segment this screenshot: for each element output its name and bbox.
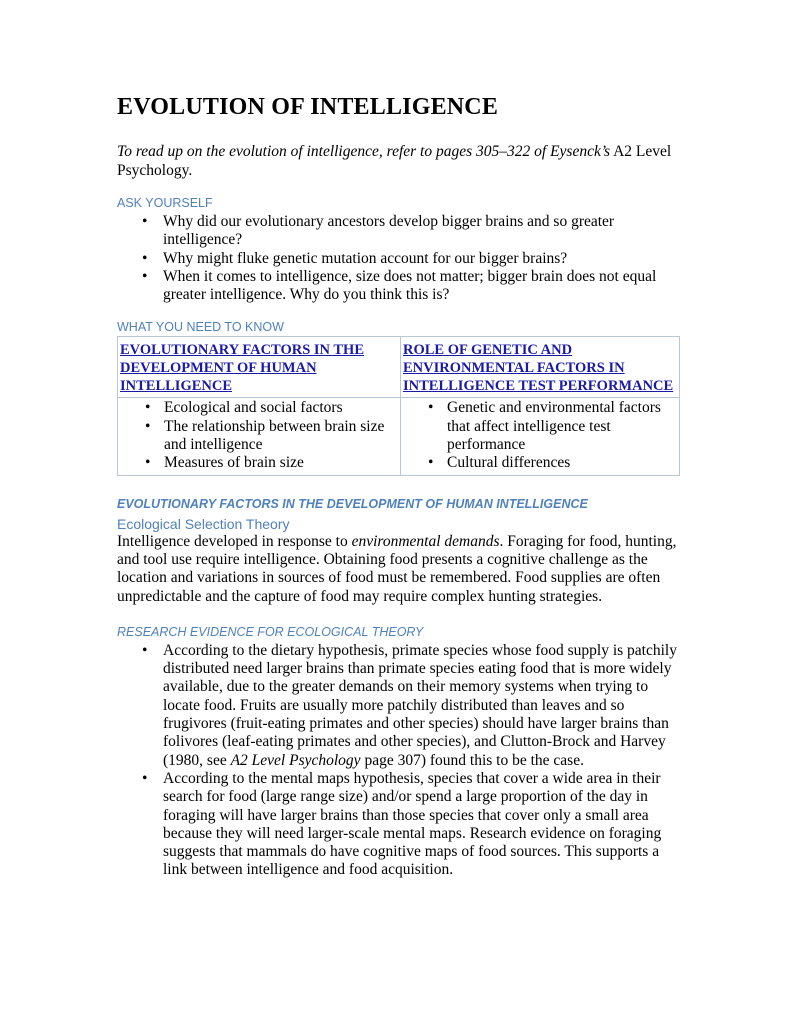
ask-yourself-heading: ASK YOURSELF [117,196,213,210]
table-cell [401,398,680,475]
paragraph-text: Intelligence developed in response to [117,532,352,550]
paragraph-italic-text: environmental demands [351,532,500,550]
research-list [117,642,687,880]
table-header-cell [401,337,680,398]
ask-yourself-list [117,213,687,304]
list-item: • Measures of brain size [118,454,400,472]
section-paragraph [117,533,687,606]
table-row [118,398,680,475]
list-item: • Genetic and environmental factors that affect intelligence test performance [401,399,679,454]
research-heading: RESEARCH EVIDENCE FOR ECOLOGICAL THEORY [117,624,424,639]
list-item-text: According to the dietary hypothesis, primate species whose food supply is patchily distributed need larger brains than primate species eating food that is more widely available, due to the greater demands on their memory systems when trying to locate food. Fruits are usually more patchily distributed than leaves and so frugivores (fruit-eating primates and other species) should have larger brains than folivores (leaf-eating primates and other species), and Clutton-Brock and Harvey (1980, see [163,641,677,769]
col1-list [118,399,400,472]
intro-paragraph [117,142,687,180]
document-content [117,92,687,880]
what-you-need-heading: WHAT YOU NEED TO KNOW [117,320,284,335]
list-item: • Cultural differences [401,454,679,472]
section-heading: EVOLUTIONARY FACTORS IN THE DEVELOPMENT OF HUMAN INTELLIGENCE [117,496,588,511]
table-row [118,337,680,398]
intro-italic-text: To read up on the evolution of intelligence, refer to pages 305–322 of Eysenck’s [117,143,611,160]
table-header-cell [118,337,401,398]
list-item: • According to the mental maps hypothesis, species that cover a wide area in their search for food (large range size) and/or spend a large proportion of the day in foraging will have larger brains than those species that cover only a small area because they will need larger-scale mental maps. Research evidence on foraging suggests that mammals do have cognitive maps of food sources. This supports a link between intelligence and food acquisition. [117,770,687,880]
list-item: • Why might fluke genetic mutation account for our bigger brains? [117,250,687,268]
paragraph-text: . Foraging for food, hunting, and tool use require intelligence. Obtaining food presents a cognitive challenge as the location and variations in sources of food must be remembered. Food supplies are often unpredictable and the capture of food may require complex hunting strategies. [117,532,677,605]
evolutionary-factors-link[interactable]: EVOLUTIONARY FACTORS IN THE DEVELOPMENT OF HUMAN INTELLIGENCE [120,342,365,395]
col2-list [401,399,679,472]
list-item: • When it comes to intelligence, size does not matter; bigger brain does not equal greater intelligence. Why do you think this is? [117,268,687,305]
what-you-need-table [117,336,680,475]
list-item: • The relationship between brain size and intelligence [118,418,400,455]
genetic-environmental-factors-link[interactable]: ROLE OF GENETIC AND ENVIRONMENTAL FACTORS IN INTELLIGENCE TEST PERFORMANCE [403,342,674,395]
section-subheading: Ecological Selection Theory [117,515,290,532]
page-title: EVOLUTION OF INTELLIGENCE [117,94,499,120]
list-item-italic-text: A2 Level Psychology [230,751,361,769]
intro-plain-text: A2 Level Psychology. [117,143,672,179]
table-cell [118,398,401,475]
list-item [117,642,687,770]
list-item: • Why did our evolutionary ancestors develop bigger brains and so greater intelligence? [117,213,687,250]
list-item: • Ecological and social factors [118,399,400,417]
list-item-text: page 307) found this to be the case. [360,751,584,769]
